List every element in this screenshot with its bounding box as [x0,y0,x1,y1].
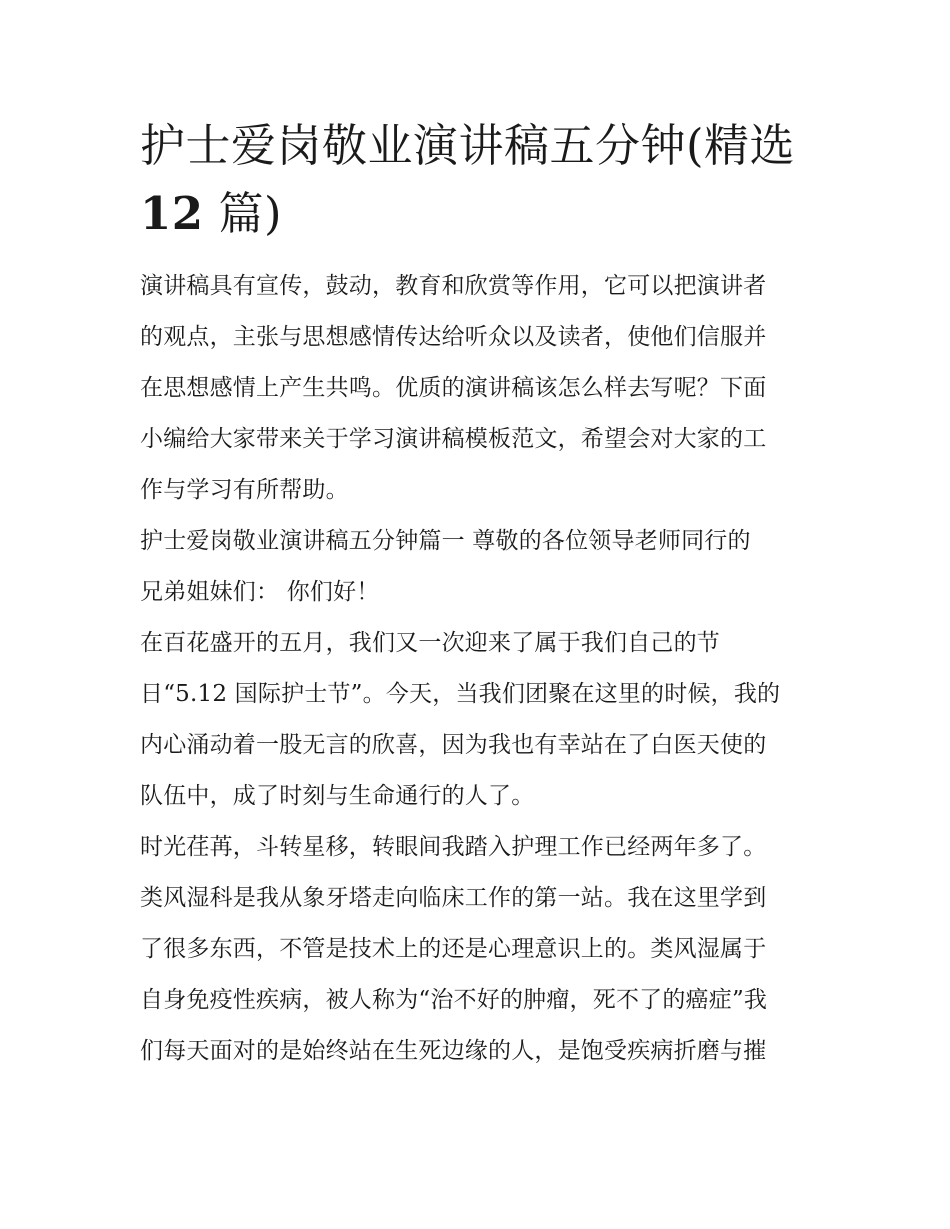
text-line: 日“5.12 国际护士节”。今天，当我们团聚在这里的时候，我的 [140,681,781,707]
text-line: 护士爱岗敬业演讲稿五分钟篇一 尊敬的各位领导老师同行的 [140,528,751,554]
text-line: 时光荏苒，斗转星移，转眼间我踏入护理工作已经两年多了。 [140,834,767,860]
body-paragraph [140,618,816,822]
greeting-paragraph [140,516,816,618]
body-paragraph [140,822,816,1077]
text-line: 内心涌动着一股无言的欣喜，因为我也有幸站在了白医天使的 [140,732,767,758]
text-line: 在思想感情上产生共鸣。优质的演讲稿该怎么样去写呢？下面 [140,375,767,401]
text-line: 兄弟姐妹们： 你们好！ [140,579,380,605]
document-body [140,112,816,1077]
text-line: 小编给大家带来关于学习演讲稿模板范文，希望会对大家的工 [140,426,767,452]
intro-paragraph [140,261,816,516]
text-line: 的观点，主张与思想感情传达给听众以及读者，使他们信服并 [140,324,767,350]
title-text-part1: 护士爱岗敬业演讲稿五分钟(精选 [140,119,796,172]
document-title [140,112,816,248]
text-line: 类风湿科是我从象牙塔走向临床工作的第一站。我在这里学到 [140,885,767,911]
text-line: 演讲稿具有宣传，鼓动，教育和欣赏等作用，它可以把演讲者 [140,273,767,299]
text-line: 自身免疫性疾病，被人称为“治不好的肿瘤，死不了的癌症”我 [140,987,768,1013]
title-text-part2: 篇) [218,187,282,240]
text-line: 在百花盛开的五月，我们又一次迎来了属于我们自己的节 [140,630,720,656]
title-number: 12 [140,187,204,240]
text-line: 作与学习有所帮助。 [140,477,349,503]
text-line: 队伍中，成了时刻与生命通行的人了。 [140,783,535,809]
text-line: 了很多东西，不管是技术上的还是心理意识上的。类风湿属于 [140,936,767,962]
text-line: 们每天面对的是始终站在生死边缘的人，是饱受疾病折磨与摧 [140,1038,767,1064]
